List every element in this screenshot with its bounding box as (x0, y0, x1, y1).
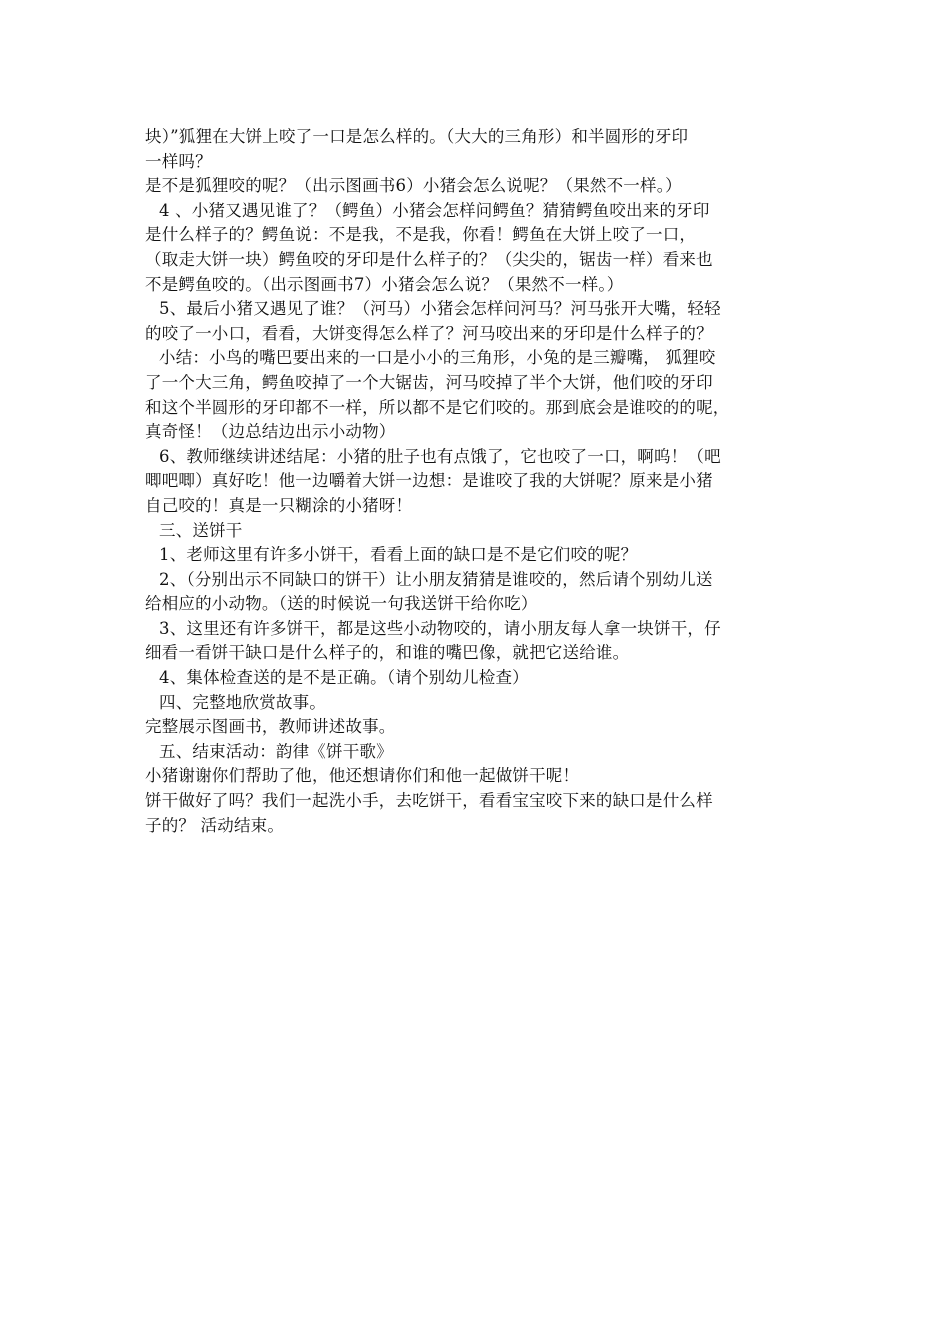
text-line: 给相应的小动物。（送的时候说一句我送饼干给你吃） (145, 594, 538, 614)
text-line: 1、老师这里有许多小饼干，看看上面的缺口是不是它们咬的呢？ (159, 545, 638, 565)
text-line: 细看一看饼干缺口是什么样子的，和谁的嘴巴像，就把它送给谁。 (145, 643, 630, 663)
text-line: 了一个大三角，鳄鱼咬掉了一个大锯齿，河马咬掉了半个大饼，他们咬的牙印 (145, 372, 713, 392)
text-line: 块）”狐狸在大饼上咬了一口是怎么样的。（大大的三角形）和半圆形的牙印 (145, 127, 689, 146)
document-body (145, 125, 825, 838)
text-line: 完整展示图画书，教师讲述故事。 (145, 717, 396, 737)
text-line: 五、结束活动：韵律《饼干歌》 (159, 741, 393, 761)
text-line: 四、完整地欣赏故事。 (159, 692, 326, 712)
text-line: 唧吧唧）真好吃！他一边嚼着大饼一边想：是谁咬了我的大饼呢？原来是小猪 (145, 471, 713, 491)
text-line: 和这个半圆形的牙印都不一样，所以都不是它们咬的。那到底会是谁咬的的呢， (145, 397, 730, 417)
text-line: 4、集体检查送的是不是正确。（请个别幼儿检查） (159, 668, 529, 688)
text-line: 三、送饼干 (159, 520, 243, 540)
text-line: 的咬了一小口，看看，大饼变得怎么样了？河马咬出来的牙印是什么样子的？ (145, 323, 713, 343)
text-line: 小猪谢谢你们帮助了他，他还想请你们和他一起做饼干呢！ (145, 766, 580, 786)
text-line: 子的？ 活动结束。 (145, 815, 285, 835)
text-line: 不是鳄鱼咬的。（出示图画书7）小猪会怎么说？（果然不一样。） (145, 274, 624, 294)
text-line: 是什么样子的？鳄鱼说：不是我，不是我，你看！鳄鱼在大饼上咬了一口， (145, 225, 697, 245)
text-line: 小结：小鸟的嘴巴要出来的一口是小小的三角形，小兔的是三瓣嘴， 狐狸咬 (159, 348, 716, 368)
text-line: 2、（分别出示不同缺口的饼干）让小朋友猜猜是谁咬的，然后请个别幼儿送 (159, 569, 713, 589)
text-line: 5、最后小猪又遇见了谁？（河马）小猪会怎样问河马？河马张开大嘴，轻轻 (159, 299, 721, 319)
text-line: 是不是狐狸咬的呢？（出示图画书6）小猪会怎么说呢？（果然不一样。） (145, 176, 682, 196)
text-line: 自己咬的！真是一只糊涂的小猪呀！ (145, 495, 413, 515)
text-line: （取走大饼一块）鳄鱼咬的牙印是什么样子的？（尖尖的，锯齿一样）看来也 (145, 249, 713, 269)
text-line: 饼干做好了吗？我们一起洗小手，去吃饼干，看看宝宝咬下来的缺口是什么样 (145, 791, 713, 811)
text-line: 6、教师继续讲述结尾：小猪的肚子也有点饿了，它也咬了一口，啊呜！（吧 (159, 446, 721, 466)
text-line: 一样吗？ (145, 151, 212, 171)
text-line: 3、这里还有许多饼干，都是这些小动物咬的，请小朋友每人拿一块饼干，仔 (159, 618, 721, 638)
text-line: 真奇怪！（边总结边出示小动物） (145, 422, 396, 442)
text-line: 4 、小猪又遇见谁了？（鳄鱼）小猪会怎样问鳄鱼？猜猜鳄鱼咬出来的牙印 (159, 200, 710, 220)
